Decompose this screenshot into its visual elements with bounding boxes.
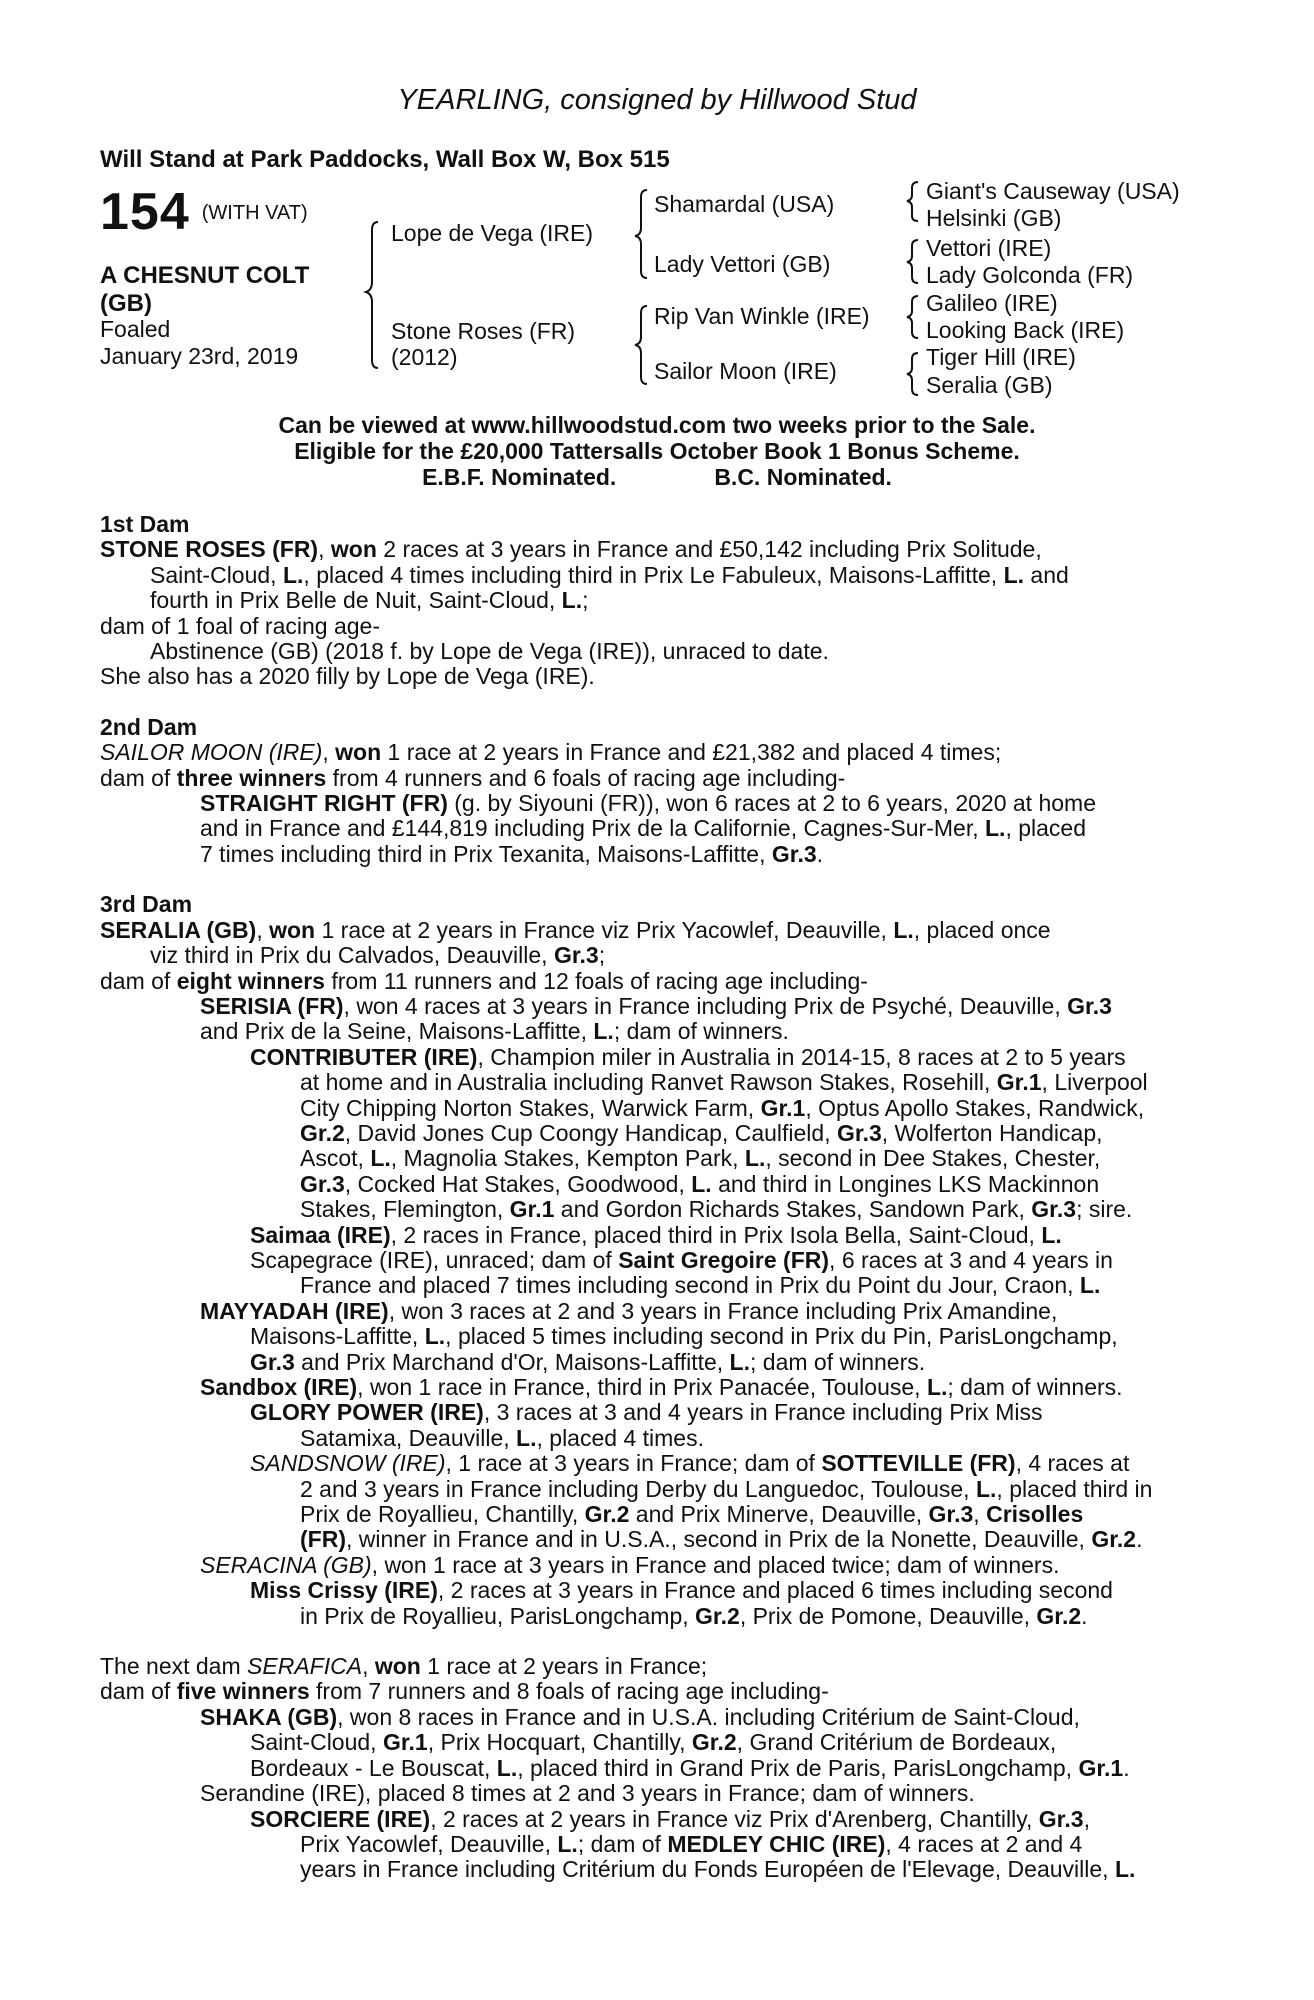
foaled-date: January 23rd, 2019: [100, 343, 299, 369]
bold-text: three winners: [176, 764, 327, 791]
produce-line: [100, 1578, 1204, 1603]
bold-text: Gr.2: [584, 1501, 630, 1528]
produce-line: [100, 791, 1204, 816]
bold-text: Gr.1: [509, 1196, 555, 1223]
produce-line: [100, 1857, 1204, 1882]
text-run: Prix Yacowlef, Deauville,: [300, 1830, 558, 1857]
bold-text: L.: [744, 1145, 766, 1172]
next-dam-line: [100, 1679, 1204, 1704]
dam-paragraph-line: [100, 766, 1204, 791]
ggp-brace-3: [907, 296, 918, 338]
foaled-label: Foaled: [100, 316, 171, 342]
produce-line: [100, 1756, 1204, 1781]
italic-text: SANDSNOW (IRE): [250, 1450, 446, 1477]
text-run: , 2 races at 2 years in France viz Prix d'Arenberg, Chantilly,: [430, 1805, 1039, 1832]
text-run: , placed third in: [996, 1475, 1153, 1502]
text-run: ,: [322, 739, 336, 766]
produce-line: [100, 1146, 1204, 1171]
text-run: , won 3 races at 2 and 3 years in France including Prix Amandine,: [388, 1297, 1058, 1324]
bold-text: Gr.3: [250, 1348, 295, 1375]
text-run: ; dam of: [577, 1830, 668, 1857]
text-run: 1 race at 2 years in France and £21,382 and placed 4 times;: [381, 739, 1002, 766]
bold-text: MAYYADAH (IRE): [200, 1297, 389, 1324]
produce-line: [100, 1400, 1204, 1425]
bold-text: L.: [1003, 561, 1025, 588]
bold-text: Gr.2: [300, 1119, 345, 1146]
text-run: , won 1 race in France, third in Prix Panacée, Toulouse,: [357, 1374, 927, 1400]
text-run: , placed once: [913, 916, 1051, 943]
dam-sire-name: Rip Van Winkle (IRE): [654, 303, 870, 329]
dam-paragraph-line: [100, 588, 1204, 613]
stand-location: Will Stand at Park Paddocks, Wall Box W, Box 515: [100, 146, 670, 173]
text-run: ; dam of winners.: [613, 1018, 789, 1045]
text-run: , won 4 races at 3 years in France including Prix de Psyché, Deauville,: [343, 992, 1068, 1019]
produce-line: [100, 1502, 1204, 1527]
produce-line: [100, 1121, 1204, 1146]
bold-text: MEDLEY CHIC (IRE): [667, 1830, 886, 1857]
ggp-name: Tiger Hill (IRE): [926, 344, 1076, 370]
text-run: ,: [318, 536, 331, 563]
text-run: Saint-Cloud,: [150, 561, 283, 588]
text-run: ,: [1083, 1805, 1090, 1832]
dam-year: (2012): [391, 344, 458, 370]
text-run: and in France and £144,819 including Prix de la Californie, Cagnes-Sur-Mer,: [200, 815, 985, 842]
produce-line: [100, 1807, 1204, 1832]
bold-text: Gr.3: [300, 1170, 345, 1197]
bold-text: Gr.2: [691, 1729, 737, 1756]
text-run: and Prix de la Seine, Maisons-Laffitte,: [200, 1018, 594, 1045]
bold-text: STRAIGHT RIGHT (FR): [200, 790, 448, 817]
text-run: dam of: [100, 764, 177, 791]
text-run: and: [1024, 561, 1069, 588]
produce-line: [100, 1070, 1204, 1095]
bold-text: Gr.3: [1067, 992, 1112, 1019]
lot-number: 154: [100, 183, 190, 241]
text-run: , Champion miler in Australia in 2014-15, 8 races at 2 to 5 years: [477, 1043, 1126, 1070]
bold-text: L.: [370, 1145, 391, 1172]
viewing-notice: Can be viewed at www.hillwoodstud.com two weeks prior to the Sale.: [278, 412, 1036, 438]
produce-line: [100, 1096, 1204, 1121]
text-run: City Chipping Norton Stakes, Warwick Farm,: [300, 1094, 761, 1121]
text-run: , 3 races at 3 and 4 years in France including Prix Miss: [483, 1399, 1043, 1426]
bold-text: Gr.1: [996, 1069, 1042, 1096]
text-run: , 6 races at 3 and 4 years in: [829, 1246, 1113, 1273]
ggp-name: Galileo (IRE): [926, 290, 1058, 316]
text-run: .: [1136, 1526, 1143, 1553]
bold-text: L.: [282, 561, 304, 588]
dam-paragraph-line: [100, 537, 1204, 562]
bold-text: L.: [975, 1475, 997, 1502]
produce-line: [100, 816, 1204, 841]
family-details: [100, 512, 1204, 1883]
bold-text: L.: [893, 916, 914, 943]
ggp-name: Lady Golconda (FR): [926, 262, 1134, 288]
bold-text: GLORY POWER (IRE): [250, 1399, 484, 1426]
text-run: from 7 runners and 8 foals of racing age including-: [309, 1678, 829, 1705]
bold-text: L.: [691, 1170, 712, 1197]
text-run: , David Jones Cup Coongy Handicap, Caulfield,: [344, 1119, 837, 1146]
text-run: , Grand Critérium de Bordeaux,: [736, 1729, 1057, 1756]
text-run: , placed 4 times.: [536, 1424, 704, 1451]
ggp-name: Seralia (GB): [926, 372, 1053, 398]
text-run: , 2 races at 3 years in France and placed 6 times including second: [437, 1577, 1113, 1604]
text-run: .: [816, 840, 824, 867]
bold-text: L.: [593, 1018, 614, 1045]
produce-line: [100, 1045, 1204, 1070]
bold-text: CONTRIBUTER (IRE): [250, 1043, 478, 1070]
text-run: .: [1081, 1602, 1088, 1629]
sale-notices: [0, 412, 1314, 490]
produce-line: [100, 842, 1204, 867]
text-run: , Optus Apollo Stakes, Randwick,: [805, 1094, 1145, 1121]
first-dam-heading: 1st Dam: [100, 511, 190, 537]
bold-text: Gr.1: [382, 1729, 428, 1756]
text-run: Saint-Cloud,: [250, 1729, 383, 1756]
text-run: , Magnolia Stakes, Kempton Park,: [390, 1145, 745, 1172]
text-run: , 1 race at 3 years in France; dam of: [445, 1450, 822, 1477]
dam-paragraph-line: [100, 918, 1204, 943]
bold-text: won: [374, 1653, 421, 1680]
produce-line: [100, 1730, 1204, 1755]
dam-dam-name: Sailor Moon (IRE): [654, 358, 837, 384]
bold-text: L.: [1079, 1272, 1101, 1299]
dam-name: Stone Roses (FR): [391, 318, 576, 344]
text-run: fourth in Prix Belle de Nuit, Saint-Cloud,: [150, 587, 562, 614]
sire-dam-name: Lady Vettori (GB): [654, 251, 831, 277]
text-run: , 4 races at: [1015, 1450, 1130, 1477]
bold-text: won: [335, 739, 382, 766]
text-run: Serandine (IRE), placed 8 times at 2 and 3 years in France; dam of winners.: [200, 1780, 975, 1807]
text-run: (g. by Siyouni (FR)), won 6 races at 2 to 6 years, 2020 at home: [447, 790, 1096, 817]
second-dam-heading: 2nd Dam: [100, 713, 198, 740]
bold-text: Crisolles: [986, 1501, 1084, 1528]
text-run: Maisons-Laffitte,: [250, 1323, 425, 1350]
produce-line: [100, 1350, 1204, 1375]
ggp-name: Vettori (IRE): [926, 235, 1052, 261]
text-run: ,: [973, 1501, 987, 1528]
bold-text: L.: [424, 1323, 446, 1350]
bold-text: SERISIA (FR): [200, 992, 344, 1019]
text-run: ;: [582, 587, 589, 614]
text-run: Stakes, Flemington,: [300, 1196, 510, 1223]
produce-line: [100, 1832, 1204, 1857]
produce-line: [100, 1197, 1204, 1222]
bold-text: five winners: [176, 1678, 310, 1705]
bold-text: Gr.3: [1038, 1805, 1084, 1832]
text-run: , won 1 race at 3 years in France and placed twice; dam of winners.: [371, 1551, 1060, 1578]
bold-text: L.: [496, 1754, 518, 1781]
produce-line: [100, 1273, 1204, 1298]
produce-line: [100, 1375, 1204, 1400]
bold-text: SORCIERE (IRE): [250, 1805, 431, 1832]
bold-text: Gr.2: [1036, 1602, 1082, 1629]
text-run: in Prix de Royallieu, ParisLongchamp,: [300, 1602, 696, 1629]
dam-paragraph-line: [100, 563, 1204, 588]
dam-paragraph-line: dam of 1 foal of racing age-: [100, 612, 380, 639]
sire-sire-name: Shamardal (USA): [654, 191, 835, 217]
text-run: ; dam of winners.: [750, 1348, 926, 1375]
italic-text: SAILOR MOON (IRE): [100, 739, 323, 766]
text-run: ,: [362, 1653, 375, 1680]
ggp-brace-4: [907, 353, 918, 395]
produce-line: [100, 1019, 1204, 1044]
dam-line-brace: [635, 306, 647, 384]
bold-text: L.: [516, 1424, 537, 1451]
bold-text: Miss Crissy (IRE): [250, 1577, 438, 1604]
produce-line: [100, 1324, 1204, 1349]
bold-text: L.: [561, 587, 583, 614]
nominations: [0, 464, 1314, 490]
produce-line: [100, 1527, 1204, 1552]
text-run: , Prix Hocquart, Chantilly,: [427, 1729, 692, 1756]
text-run: , Cocked Hat Stakes, Goodwood,: [344, 1170, 692, 1197]
text-run: France and placed 7 times including second in Prix du Point du Jour, Craon,: [300, 1272, 1080, 1299]
text-run: ; dam of winners.: [947, 1374, 1123, 1400]
text-run: and Prix Minerve, Deauville,: [629, 1501, 929, 1528]
horse-name-line1: A CHESNUT COLT: [100, 262, 310, 289]
bold-text: Gr.3: [837, 1119, 882, 1146]
page-title: YEARLING, consigned by Hillwood Stud: [397, 84, 917, 116]
bold-text: SOTTEVILLE (FR): [821, 1450, 1016, 1477]
ebf-nominated: E.B.F. Nominated.: [422, 464, 617, 490]
bold-text: Saint Gregoire (FR): [618, 1246, 830, 1273]
produce-line: [100, 994, 1204, 1019]
bold-text: L.: [985, 815, 1006, 842]
bold-text: Gr.1: [1078, 1754, 1124, 1781]
text-run: , placed 5 times including second in Prix du Pin, ParisLongchamp,: [445, 1323, 1118, 1350]
bold-text: Gr.2: [1091, 1526, 1137, 1553]
text-run: , winner in France and in U.S.A., second in Prix de la Nonette, Deauville,: [345, 1526, 1092, 1553]
text-run: , placed 4 times including third in Prix Le Fabuleux, Maisons-Laffitte,: [303, 561, 1004, 588]
text-run: , placed third in Grand Prix de Paris, ParisLongchamp,: [517, 1754, 1079, 1781]
text-run: and third in Longines LKS Mackinnon: [711, 1170, 1100, 1197]
bold-text: Sandbox (IRE): [200, 1374, 358, 1400]
text-run: dam of: [100, 967, 177, 994]
text-run: years in France including Critérium du Fonds Européen de l'Elevage, Deauville,: [300, 1856, 1115, 1883]
produce-line: [100, 1705, 1204, 1730]
bold-text: SERALIA (GB): [100, 916, 257, 943]
dam-paragraph-line: [100, 740, 1204, 765]
bold-text: L.: [1041, 1221, 1062, 1248]
text-run: viz third in Prix du Calvados, Deauville,: [150, 942, 554, 969]
bold-text: Gr.3: [1031, 1196, 1077, 1223]
bold-text: SHAKA (GB): [200, 1703, 338, 1730]
text-run: , placed: [1005, 815, 1087, 842]
bold-text: won: [330, 536, 377, 563]
bc-nominated: B.C. Nominated.: [714, 464, 892, 490]
produce-line: [100, 1426, 1204, 1451]
text-run: , Prix de Pomone, Deauville,: [739, 1602, 1037, 1629]
text-run: ; sire.: [1076, 1196, 1133, 1223]
produce-note: She also has a 2020 filly by Lope de Vega (IRE).: [100, 663, 595, 690]
bold-text: Gr.1: [760, 1094, 806, 1121]
text-run: 1 race at 2 years in France;: [420, 1653, 708, 1680]
bold-text: (FR): [300, 1526, 346, 1553]
dam-paragraph-line: [100, 943, 1204, 968]
vat-note: (WITH VAT): [201, 202, 308, 224]
bonus-scheme-notice: Eligible for the £20,000 Tattersalls October Book 1 Bonus Scheme.: [294, 438, 1020, 464]
italic-text: SERAFICA: [247, 1653, 363, 1680]
bold-text: L.: [1114, 1856, 1136, 1883]
text-run: from 11 runners and 12 foals of racing age including-: [324, 967, 868, 994]
third-dam-heading: 3rd Dam: [100, 891, 193, 918]
bold-text: Gr.3: [928, 1501, 974, 1528]
produce-line: [100, 1451, 1204, 1476]
text-run: 7 times including third in Prix Texanita, Maisons-Laffitte,: [200, 840, 772, 867]
bold-text: Gr.3: [553, 942, 599, 969]
sire-line-brace: [635, 190, 647, 278]
text-run: and Prix Marchand d'Or, Maisons-Laffitte,: [294, 1348, 730, 1375]
produce-line: [100, 1477, 1204, 1502]
ggp-name: Helsinki (GB): [926, 205, 1062, 231]
text-run: Satamixa, Deauville,: [300, 1424, 517, 1451]
text-run: dam of: [100, 1678, 177, 1705]
text-run: The next dam: [100, 1653, 248, 1680]
text-run: Prix de Royallieu, Chantilly,: [300, 1501, 585, 1528]
bold-text: Gr.2: [695, 1602, 740, 1629]
bold-text: L.: [926, 1374, 948, 1400]
produce-line: [100, 1299, 1204, 1324]
ggp-name: Looking Back (IRE): [926, 317, 1125, 343]
text-run: , 4 races at 2 and 4: [885, 1830, 1083, 1857]
horse-name-line2: (GB): [100, 290, 152, 317]
text-run: 2 races at 3 years in France and £50,142 including Prix Solitude,: [376, 536, 1042, 563]
text-run: , Wolferton Handicap,: [881, 1119, 1103, 1146]
dam-paragraph-line: [100, 969, 1204, 994]
bold-text: STONE ROSES (FR): [100, 536, 319, 563]
text-run: Bordeaux - Le Bouscat,: [250, 1754, 497, 1781]
bold-text: L.: [729, 1348, 750, 1375]
produce-line: [100, 1781, 1204, 1806]
text-run: .: [1123, 1754, 1130, 1781]
text-run: , 2 races in France, placed third in Prix Isola Bella, Saint-Cloud,: [390, 1221, 1042, 1248]
ggp-brace-2: [907, 240, 918, 283]
produce-line: [100, 1553, 1204, 1578]
text-run: at home and in Australia including Ranvet Rawson Stakes, Rosehill,: [300, 1069, 997, 1096]
ggp-brace-1: [907, 182, 918, 221]
text-run: , Liverpool: [1041, 1069, 1148, 1096]
italic-text: SERACINA (GB): [200, 1551, 372, 1578]
bold-text: Saimaa (IRE): [250, 1221, 391, 1248]
text-run: , won 8 races in France and in U.S.A. including Critérium de Saint-Cloud,: [337, 1703, 1080, 1730]
bold-text: L.: [557, 1830, 578, 1857]
text-run: 2 and 3 years in France including Derby du Languedoc, Toulouse,: [300, 1475, 976, 1502]
text-run: ,: [256, 916, 270, 943]
text-run: ;: [598, 942, 606, 969]
text-run: from 4 runners and 6 foals of racing age including-: [326, 764, 846, 791]
produce-line: [100, 1604, 1204, 1629]
text-run: 1 race at 2 years in France viz Prix Yacowlef, Deauville,: [315, 916, 894, 943]
produce-line: [100, 1223, 1204, 1248]
bold-text: won: [269, 916, 316, 943]
bold-text: eight winners: [176, 967, 325, 994]
produce-line: [100, 1172, 1204, 1197]
produce-line: Abstinence (GB) (2018 f. by Lope de Vega (IRE)), unraced to date.: [150, 638, 829, 665]
bold-text: Gr.3: [771, 840, 817, 867]
text-run: and Gordon Richards Stakes, Sandown Park,: [554, 1196, 1032, 1223]
produce-line: [100, 1248, 1204, 1273]
text-run: Scapegrace (IRE), unraced; dam of: [250, 1246, 619, 1273]
text-run: Ascot,: [300, 1145, 371, 1172]
sire-name: Lope de Vega (IRE): [391, 220, 594, 246]
text-run: , second in Dee Stakes, Chester,: [765, 1145, 1101, 1172]
main-pedigree-brace: [366, 222, 378, 368]
next-dam-line: [100, 1654, 1204, 1679]
ggp-name: Giant's Causeway (USA): [926, 178, 1180, 204]
